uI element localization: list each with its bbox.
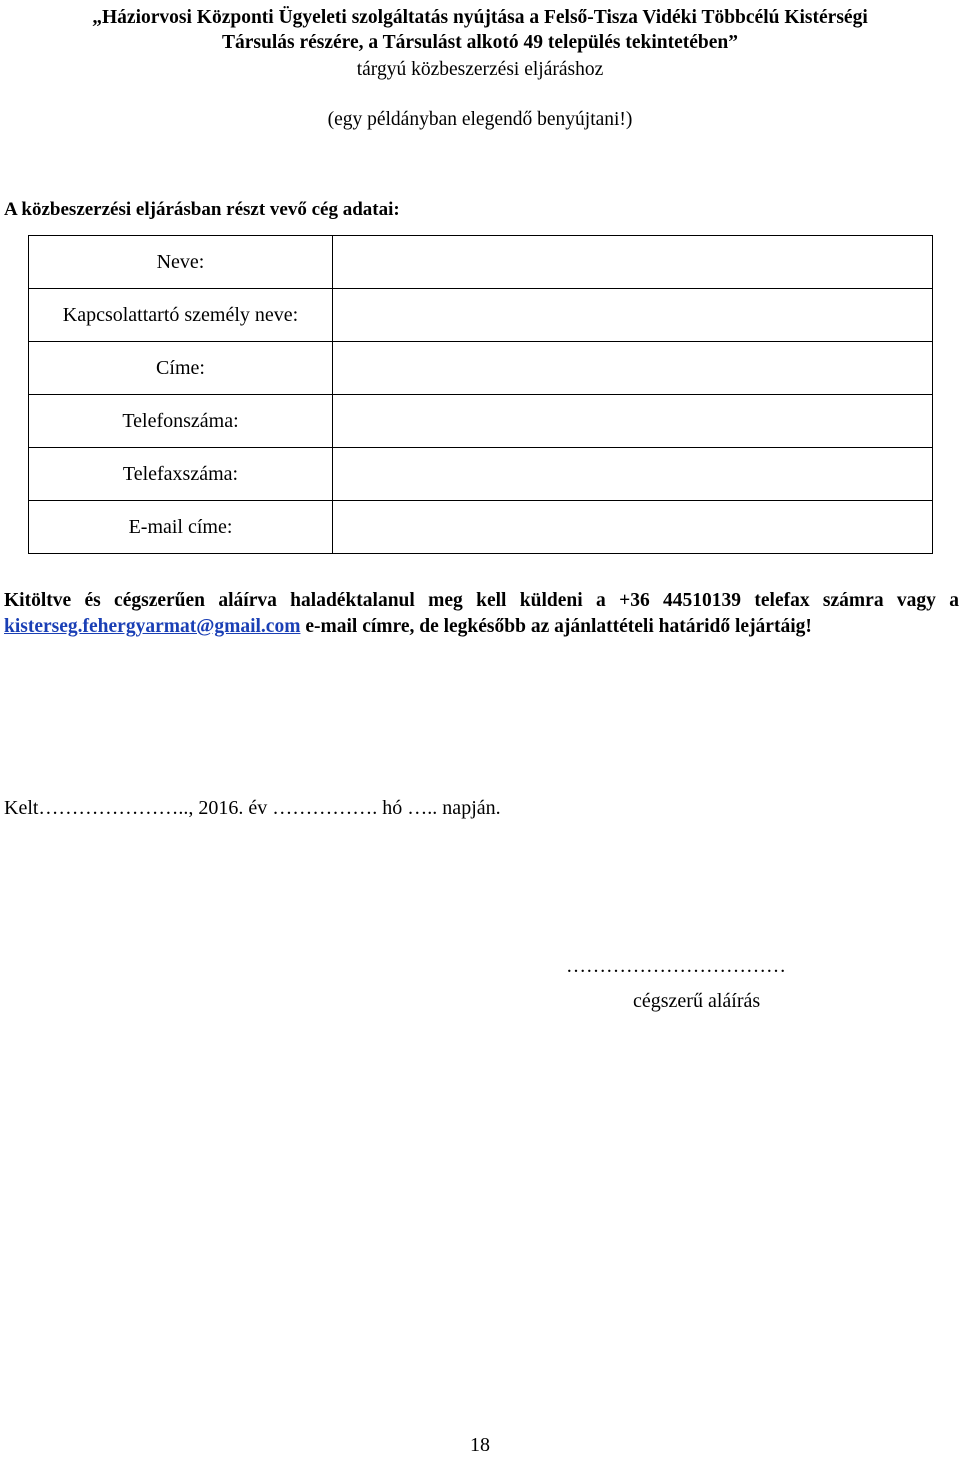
table-row	[29, 448, 933, 501]
submission-note: (egy példányban elegendő benyújtani!)	[327, 109, 633, 130]
contact-person-field[interactable]	[333, 289, 933, 342]
company-name-label: Neve:	[29, 236, 333, 289]
phone-label: Telefonszáma:	[29, 395, 333, 448]
document-subtitle: tárgyú közbeszerzési eljáráshoz	[356, 59, 604, 80]
signature-line: ……………………………	[566, 955, 786, 977]
address-label: Címe:	[29, 342, 333, 395]
table-row	[29, 289, 933, 342]
page-number: 18	[470, 1434, 490, 1456]
phone-field[interactable]	[333, 395, 933, 448]
table-row	[29, 236, 933, 289]
document-title-line-1: „Háziorvosi Központi Ügyeleti szolgáltatás nyújtása a Felső-Tisza Vidéki Többcélú Kistérségi	[92, 7, 868, 28]
contact-person-label: Kapcsolattartó személy neve:	[29, 289, 333, 342]
fax-label: Telefaxszáma:	[29, 448, 333, 501]
email-label: E-mail címe:	[29, 501, 333, 554]
instruction-text-after: e-mail címre, de legkésőbb az ajánlattételi határidő lejártáig!	[300, 616, 812, 637]
table-row	[29, 501, 933, 554]
fax-field[interactable]	[333, 448, 933, 501]
table-row	[29, 342, 933, 395]
address-field[interactable]	[333, 342, 933, 395]
company-data-table	[28, 235, 933, 554]
signature-label: cégszerű aláírás	[633, 990, 761, 1012]
date-line: Kelt………………….., 2016. év ……………. hó ….. napján.	[4, 797, 501, 819]
document-title-line-2: Társulás részére, a Társulást alkotó 49 település tekintetében”	[222, 32, 738, 53]
company-data-heading: A közbeszerzési eljárásban részt vevő cég adatai:	[4, 199, 400, 220]
email-link[interactable]: kisterseg.fehergyarmat@gmail.com	[4, 616, 301, 637]
submission-instruction	[4, 588, 959, 640]
company-name-field[interactable]	[333, 236, 933, 289]
table-row	[29, 395, 933, 448]
email-field[interactable]	[333, 501, 933, 554]
instruction-text-before: Kitöltve és cégszerűen aláírva haladéktalanul meg kell küldeni a +36 44510139 telefax számra vagy a	[4, 590, 959, 611]
